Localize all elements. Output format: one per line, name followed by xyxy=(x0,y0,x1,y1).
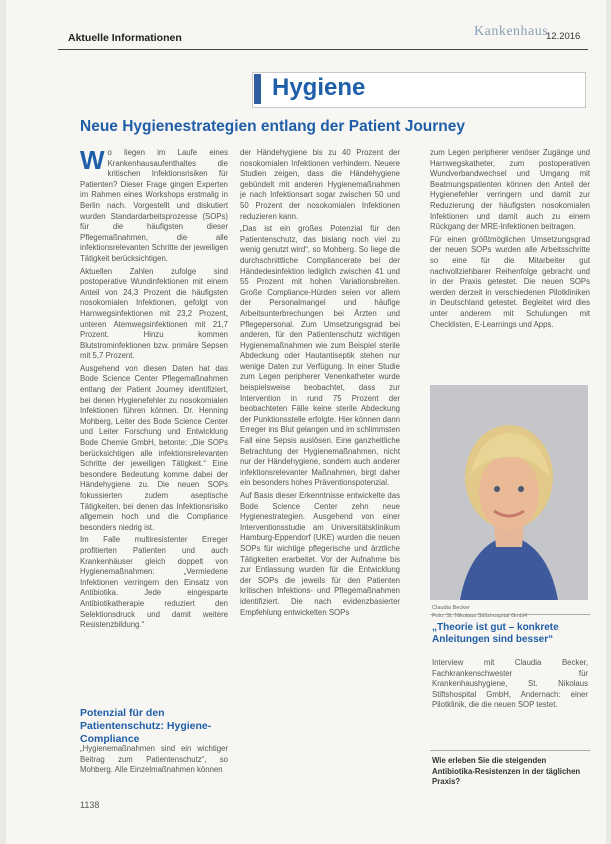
paragraph: Interview mit Claudia Becker, Fachkrankenschwester für Krankenhaushygiene, St. Nikolaus Stiftshospital GmbH, Andernach: einer Pilotklinik, die die neuen SOP testet. xyxy=(432,658,588,710)
paragraph: Im Falle multiresistenter Erreger profitierten Patienten und auch Krankenhäuser gleich doppelt von Hygienemaßnahmen: „Vermiedene Infektionen verringern den Einsatz von Antibiotika. Jede eingesparte Antibiotikatherapie reduziert den Selektionsdruck und damit weitere Resistenzbildung.“ xyxy=(80,535,228,630)
header-divider xyxy=(58,49,588,50)
magazine-logo-text: Kankenhaus xyxy=(474,24,549,39)
topic-accent-bar xyxy=(254,74,261,104)
paragraph: „Das ist ein großes Potenzial für den Patientenschutz, das bislang noch viel zu wenig genutzt wird“, so Mohberg. So liege die durchschnittliche Compliancerate bei der Händedesinfektion lediglich zwischen 41 und 55 Prozent mit hohen Variationsbreiten. Große Compliance-Hürden seien vor allem der Personalmangel und häufige Arbeitsunterbrechungen bei Ärzten und Pflegepersonal. Zum Umsetzungsgrad bei anderen, für den Patientenschutz wichtigen Hygienemaßnahmen wie zum Beispiel sterile Abdeckung oder Hautantiseptik stehen nur wenige Daten zur Verfügung. In einer Studie zum Legen peripherer Venenkatheter wurde beispielsweise beobachtet, dass zur Intervention in rund 75 Prozent der beobachteten Fälle keine sterile Abdeckung der Punktionsstelle erfolgte. Hier können dann Erreger ins Blut gelangen und im schlimmsten Fall eine Sepsis auslösen. Eine ganzheitliche Betrachtung der Hygienemaßnahmen, nicht nur der Händehygiene, sondern auch anderer infektionsrelevanter Maßnahmen, birgt daher ein besonders hohes Präventionspotenzial. xyxy=(240,224,400,488)
page-header xyxy=(6,22,606,48)
quote-divider-bottom xyxy=(430,750,590,751)
topic-title: Hygiene xyxy=(272,74,366,101)
paragraph: Aktuellen Zahlen zufolge sind postoperative Wundinfektionen mit einem Anteil von 24,3 Prozent die häufigsten nosokomialen Infektionen, gefolgt von Harnwegsinfektionen mit 23,2 Prozent, unteren Atemwegsinfektionen mit 21,7 Prozent. Hinzu kommen Blutstrominfektionen bzw. primäre Sepsen mit 5,7 Prozent. xyxy=(80,266,228,361)
paragraph: der Händehygiene bis zu 40 Prozent der nosokomialen Infektionen verhindern. Neuere Studien zeigen, dass die Händehygiene gebündelt mit anderen Hygienemaßnahmen je nach Infektionsart sogar zwischen 50 und 50 Prozent der nosokomialen Infektionen reduzieren kann. xyxy=(240,148,400,221)
magazine-logo xyxy=(474,24,548,40)
interview-intro xyxy=(432,658,588,743)
subheading: Potenzial für den Patientenschutz: Hygiene-Compliance xyxy=(80,707,212,745)
article-column-1 xyxy=(80,148,228,703)
section-label: Aktuelle Informationen xyxy=(68,32,182,44)
photo-caption: Claudia Becker Foto: St. Nikolaus Stiftshospital GmbH xyxy=(432,605,528,619)
article-column-2 xyxy=(240,148,400,828)
portrait-illustration xyxy=(430,385,588,600)
paragraph: zum Legen peripherer venöser Zugänge und Harnwegskatheter, zum postoperativen Wundverbandwechsel und Umgang mit Beatmungspatienten können den Anteil der Hygienefehler verringern und damit zur Reduzierung der häufigsten nosokomialen Infektionen und damit auch zu einem Rückgang der MRE-Infektionen beitragen. xyxy=(430,148,590,232)
article-headline: Neue Hygienestrategien entlang der Patient Journey xyxy=(80,118,466,135)
paragraph-text: o liegen im Laufe eines Krankenhausaufenthaltes die kritischen Infektionsrisiken für Patienten? Dieser Frage gingen Experten im Rahmen eines Workshops erstmalig in Berlin nach. Vorgestellt und diskutiert wurden Standardarbeitsprozesse (SOPs) für die häufigsten dieser Pflegemaßnahmen, die alle infektionsrelevanten Schritte der jeweiligen Tätigkeit berücksichtigen. xyxy=(80,148,228,263)
paragraph: „Hygienemaßnahmen sind ein wichtiger Beitrag zum Patientenschutz“, so Mohberg. Alle Einzelmaßnahmen können xyxy=(80,744,228,775)
issue-label: 12.2016 xyxy=(546,31,581,42)
drop-cap: W xyxy=(80,148,105,175)
interview-question: Wie erleben Sie die steigenden Antibiotika-Resistenzen in der täglichen Praxis? xyxy=(432,756,581,787)
magazine-page xyxy=(6,0,606,844)
paragraph: Ausgehend von diesen Daten hat das Bode Science Center Pflegemaßnahmen entlang der Patient Journey identifiziert, bei denen Hygienefehler zu nosokomialen Infektionen führen können. Dr. Henning Mohberg, Leiter des Bode Science Center und Leiter Forschung und Entwicklung Bode Chemie GmbH, betonte: „Die SOPs berücksichtigen alle infektionsrelevanten Schritte der jeweiligen Tätigkeit.“ Eine besondere Bedeutung komme dabei der Händehygiene zu. Die neuen SOPs fokussierten zudem aseptische Tätigkeiten, bei denen das Infektionsrisiko allgemein hoch und die Compliance besonders niedrig ist. xyxy=(80,363,228,532)
article-column-3 xyxy=(430,148,590,378)
paragraph: Für einen größtmöglichen Umsetzungsgrad der neuen SOPs wurden alle Arbeitsschritte so eine für die Mitarbeiter gut nachvollziehbarer Reihenfolge gebracht und in der Praxis getestet. Die neuen SOPs werden derzeit in verschiedenen Pilotkliniken in Deutschland getestet. Begleitet wird dies unter anderem mit Schulungen mit Checklisten, E-Learnings und Apps. xyxy=(430,234,590,329)
paragraph xyxy=(80,148,228,265)
quote-divider-top xyxy=(430,614,590,615)
paragraph: Auf Basis dieser Erkenntnisse entwickelte das Bode Science Center zehn neue Hygienestrategien. Ausgehend von einer Interventionsstudie am Universitätsklinikum Hamburg-Eppendorf (UKE) wurden die neuen SOPs für wichtige pflegerische und ärztliche Tätigkeiten erarbeitet. Vor der Aufnahme bis zur Entlassung wurden für die Entwicklung der SOPs die jeweils für den Patienten kritischen Infektions- und Pflegemaßnahmen identifiziert. Die nach evidenzbasierter Empfehlung entwickelten SOPs xyxy=(240,491,400,617)
page-number: 1138 xyxy=(80,800,100,810)
article-column-1-continued xyxy=(80,744,228,794)
pull-quote: „Theorie ist gut – konkrete Anleitungen sind besser“ xyxy=(432,622,559,645)
portrait-photo xyxy=(430,385,588,600)
